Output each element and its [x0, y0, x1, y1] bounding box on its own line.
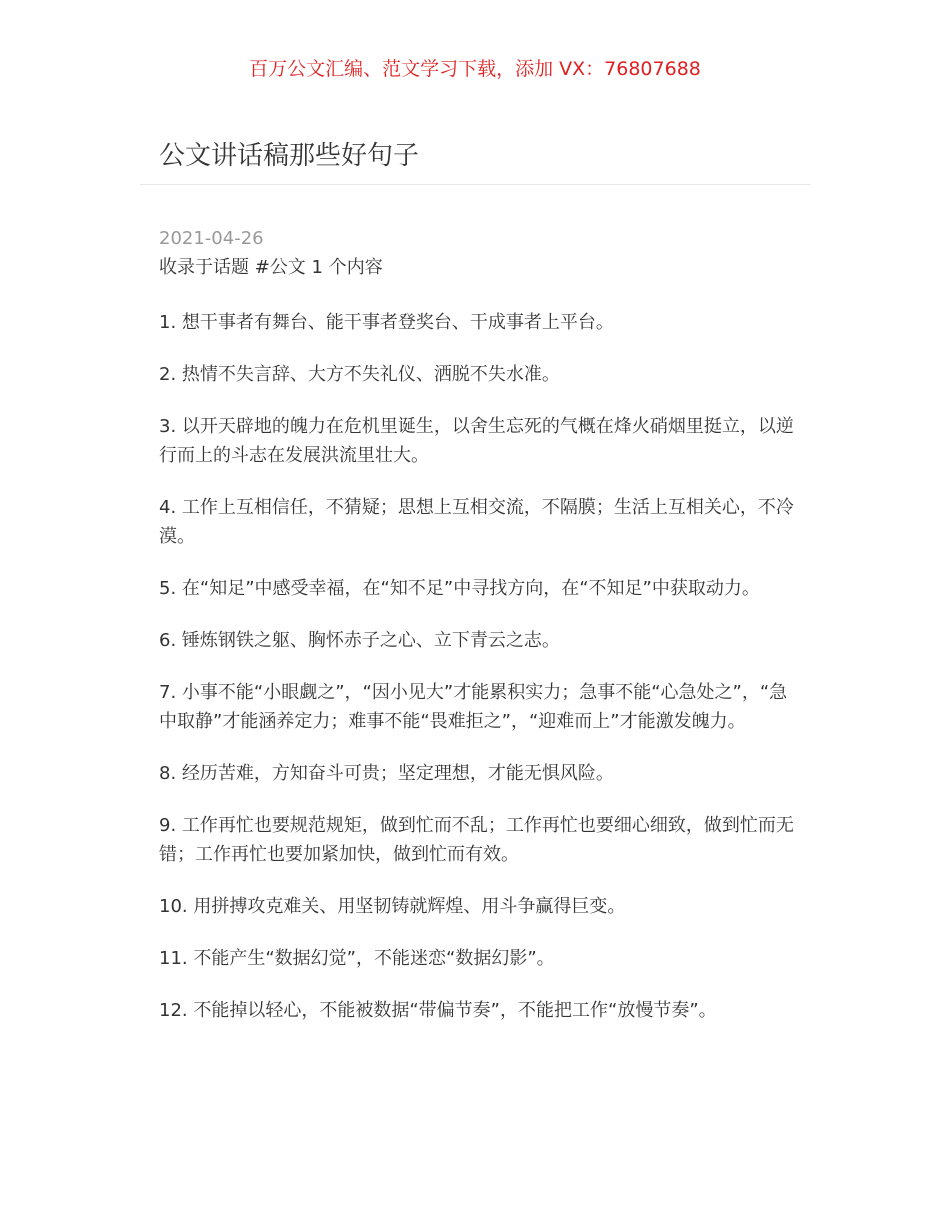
list-item: 12. 不能掉以轻心，不能被数据“带偏节奏”，不能把工作“放慢节奏”。 [159, 1000, 717, 1021]
watermark-banner: 百万公文汇编、范文学习下载，添加 VX：76807688 [249, 58, 701, 80]
publish-date: 2021-04-26 [159, 228, 264, 249]
list-item: 2. 热情不失言辞、大方不失礼仪、洒脱不失水准。 [159, 364, 560, 385]
list-item: 4. 工作上互相信任，不猜疑；思想上互相交流，不隔膜；生活上互相关心，不冷漠。 [159, 497, 794, 547]
list-item: 9. 工作再忙也要规范规矩，做到忙而不乱；工作再忙也要细心细致，做到忙而无错；工作再忙也要加紧加快，做到忙而有效。 [159, 815, 794, 865]
sentence-list [159, 308, 799, 1048]
list-item: 8. 经历苦难，方知奋斗可贵；坚定理想，才能无惧风险。 [159, 763, 614, 784]
list-item: 1. 想干事者有舞台、能干事者登奖台、干成事者上平台。 [159, 312, 614, 333]
list-item: 7. 小事不能“小眼觑之”，“因小见大”才能累积实力；急事不能“心急处之”，“急中取静”才能涵养定力；难事不能“畏难拒之”，“迎难而上”才能激发魄力。 [159, 682, 788, 732]
list-item: 11. 不能产生“数据幻觉”，不能迷恋“数据幻影”。 [159, 948, 555, 969]
topic-label: 收录于话题 #公文 1 个内容 [159, 257, 383, 278]
title-divider [140, 184, 810, 185]
list-item: 3. 以开天辟地的魄力在危机里诞生，以舍生忘死的气概在烽火硝烟里挺立，以逆行而上的斗志在发展洪流里壮大。 [159, 416, 794, 466]
list-item: 10. 用拼搏攻克难关、用坚韧铸就辉煌、用斗争赢得巨变。 [159, 896, 626, 917]
list-item: 5. 在“知足”中感受幸福，在“知不足”中寻找方向，在“不知足”中获取动力。 [159, 578, 760, 599]
article-title: 公文讲话稿那些好句子 [159, 141, 420, 171]
list-item: 6. 锤炼钢铁之躯、胸怀赤子之心、立下青云之志。 [159, 630, 560, 651]
